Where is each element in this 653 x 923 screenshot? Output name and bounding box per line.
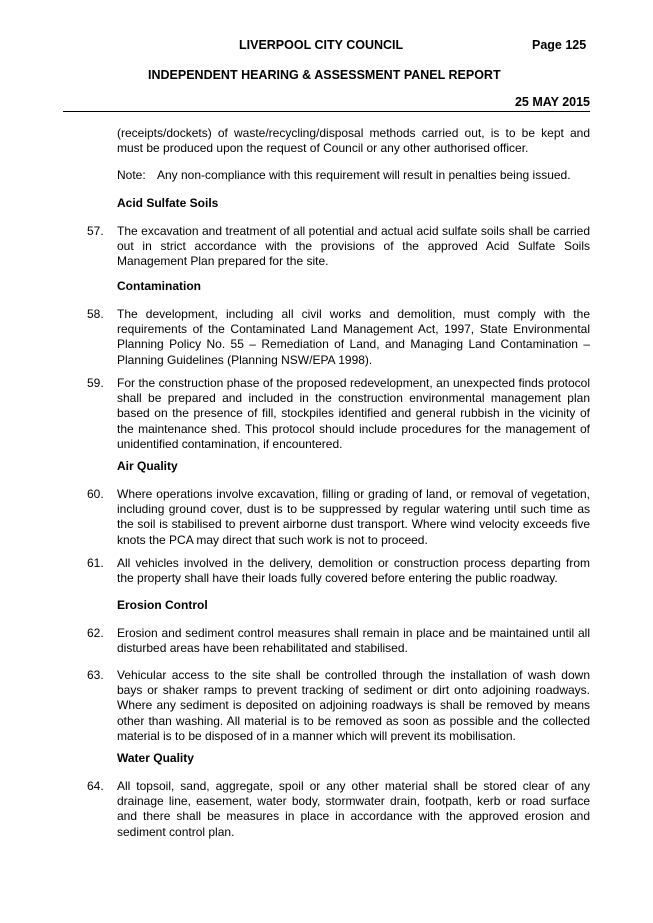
item-number-61: 61. [87,556,104,570]
item-text-63: Vehicular access to the site shall be controlled through the installation of wash down bays or shaker ramps to prevent tracking of sediment or dirt onto adjoining roadways. Where any sediment is deposited on adjoining roadways is shall be removed by means other than washing. All material is to be removed as soon as possible and the collected material is to be disposed of in a manner which will prevent its mobilisation. [117,668,590,743]
item-number-58: 58. [87,307,104,321]
continuation-paragraph: (receipts/dockets) of waste/recycling/disposal methods carried out, is to be kept and must be produced upon the request of Council or any other authorised officer. [117,126,590,156]
note-text: Any non-compliance with this requirement will result in penalties being issued. [157,168,571,182]
item-text-57: The excavation and treatment of all potential and actual acid sulfate soils shall be carried out in strict accordance with the provisions of the approved Acid Sulfate Soils Management Plan prepared for the site. [117,224,590,269]
item-number-64: 64. [87,779,104,793]
header-council-name: LIVERPOOL CITY COUNCIL [239,38,404,52]
item-text-60: Where operations involve excavation, filling or grading of land, or removal of vegetation, including ground cover, dust is to be suppressed by regular watering until such time as the soil is stabilised to prevent airborne dust transport. Where wind velocity exceeds five knots the PCA may direct that such work is not to proceed. [117,487,590,547]
item-text-58: The development, including all civil works and demolition, must comply with the requirements of the Contaminated Land Management Act, 1997, State Environmental Planning Policy No. 55 – Remediation of Land, and Managing Land Contamination – Planning Guidelines (Planning NSW/EPA 1998). [117,307,590,367]
item-number-59: 59. [87,376,104,390]
section-heading-acid-sulfate-soils: Acid Sulfate Soils [117,196,219,210]
section-heading-erosion-control: Erosion Control [117,598,208,612]
item-text-59: For the construction phase of the proposed redevelopment, an unexpected finds protocol shall be prepared and included in the construction environmental management plan based on the presence of fill, stockpiles identified and general rubbish in the vicinity of the maintenance shed. This protocol should include procedures for the management of unidentified contamination, if encountered. [117,376,590,451]
item-text-61: All vehicles involved in the delivery, demolition or construction process departing from the property shall have their loads fully covered before entering the public roadway. [117,556,590,586]
note-line [117,168,571,183]
section-heading-contamination: Contamination [117,279,201,293]
item-text-62: Erosion and sediment control measures shall remain in place and be maintained until all disturbed areas have been rehabilitated and stabilised. [117,626,590,656]
section-heading-water-quality: Water Quality [117,751,194,765]
item-number-57: 57. [87,224,104,238]
header-page-number: Page 125 [532,38,587,52]
header-report-title: INDEPENDENT HEARING & ASSESSMENT PANEL REPORT [148,68,501,82]
item-number-62: 62. [87,626,104,640]
note-label: Note: [117,168,146,182]
section-heading-air-quality: Air Quality [117,459,178,473]
item-text-64: All topsoil, sand, aggregate, spoil or any other material shall be stored clear of any drainage line, easement, water body, stormwater drain, footpath, kerb or road surface and there shall be measures in place in accordance with the approved erosion and sediment control plan. [117,779,590,839]
header-date: 25 MAY 2015 [514,95,590,109]
item-number-60: 60. [87,487,104,501]
header-divider [63,111,590,112]
item-number-63: 63. [87,668,104,682]
